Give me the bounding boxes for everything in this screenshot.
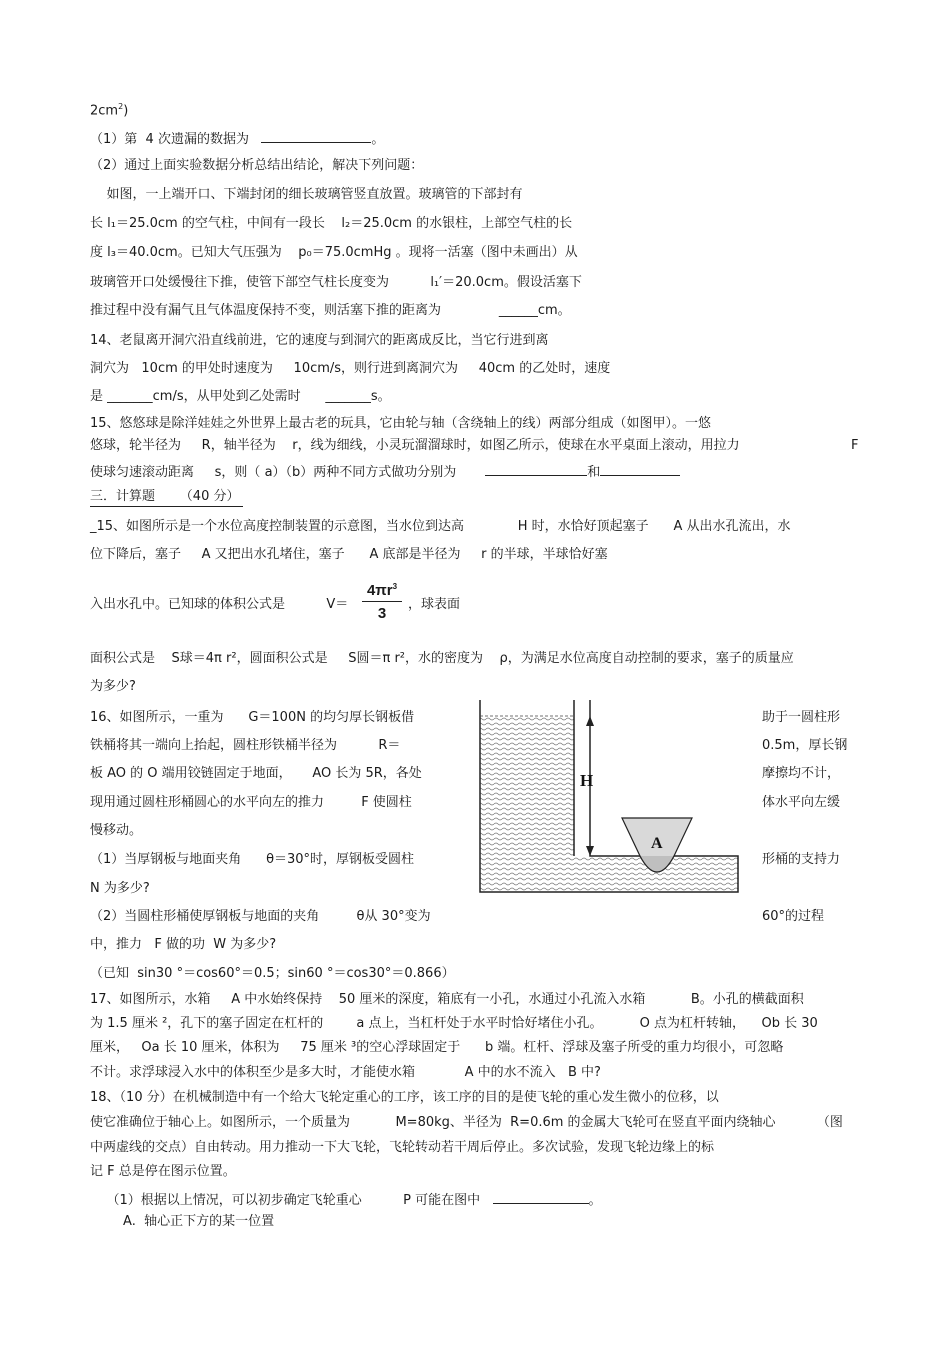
paragraph-line: 长 l₁＝25.0cm 的空气柱，中间有一段长 l₂＝25.0cm 的水银柱，上部空气柱的长 [90, 216, 573, 231]
paragraph-line: 为多少? [90, 679, 136, 694]
sub-question: （1）根据以上情况，可以初步确定飞轮重心 P 可能在图中 。 [90, 1189, 602, 1210]
paragraph-line: 现用通过圆柱形桶圆心的水平向左的推力 F 使圆柱 [90, 795, 412, 810]
volume-formula: $\frac{4\pi r^3}{3}$ [362, 582, 402, 622]
paragraph-line-end: 助于一圆柱形 [762, 710, 841, 725]
paragraph-line: 慢移动。 [90, 823, 143, 838]
question-16: 16、如图所示，一重为 G＝100N 的均匀厚长钢板借 [90, 710, 415, 725]
paragraph-line: ，球表面 [408, 597, 461, 612]
question-18: 18、（10 分）在机械制造中有一个给大飞轮定重心的工序，该工序的目的是使飞轮的重心发生微小的位移，以 [90, 1090, 719, 1105]
answer-blank[interactable] [261, 128, 371, 143]
paragraph-line: 记 F 总是停在图示位置。 [90, 1164, 236, 1179]
paragraph-line: 推过程中没有漏气且气体温度保持不变，则活塞下推的距离为 ______cm。 [90, 303, 571, 318]
paragraph-line: 面积公式是 S球＝4π r²，圆面积公式是 S圆＝π r²，水的密度为 ρ，为满足水位高度自动控制的要求，塞子的质量应 [90, 651, 794, 666]
paragraph-line: 悠球，轮半径为 R，轴半径为 r，线为细线，小灵玩溜溜球时，如图乙所示，使球在水平桌面上滚动，用拉力 [90, 438, 740, 453]
paragraph-line-end: 体水平向左缓 [762, 795, 841, 810]
paragraph-line: 铁桶将其一端向上抬起，圆柱形铁桶半径为 R＝ [90, 738, 401, 753]
question-15-calc: _15、如图所示是一个水位高度控制装置的示意图，当水位到达高 H 时，水恰好顶起塞子 A 从出水孔流出，水 [90, 519, 791, 534]
paragraph-line: 玻璃管开口处缓慢往下推，使管下部空气柱长度变为 l₁′＝20.0cm。假设活塞下 [90, 275, 582, 290]
water [480, 716, 738, 892]
paragraph-line: 洞穴为 10cm 的甲处时速度为 10cm/s，则行进到离洞穴为 40cm 的乙处时，速度 [90, 361, 611, 376]
section-heading: 三．计算题 （40 分） [90, 488, 243, 507]
paragraph-line: 使它准确位于轴心上。如图所示，一个质量为 M=80kg、半径为 R=0.6m 的金属大飞轮可在竖直平面内绕轴心 （图 [90, 1115, 843, 1130]
question-15: 15、悠悠球是除洋娃娃之外世界上最古老的玩具，它由轮与轴（含绕轴上的线）两部分组成（如图甲）。一悠 [90, 416, 712, 431]
height-label: H [580, 771, 594, 790]
arrow-head-up [586, 716, 594, 726]
paragraph-line: 厘米， Oa 长 10 厘米，体积为 75 厘米 ³的空心浮球固定于 b 端。杠杆、浮球及塞子所受的重力均很小，可忽略 [90, 1040, 784, 1055]
paragraph-line-end: F [851, 438, 859, 453]
trig-values: （已知 sin30 °＝cos60°＝0.5；sin60 °＝cos30°＝0.866） [90, 966, 455, 981]
q-missing-data: （1）第 4 次遗漏的数据为 。 [90, 128, 384, 149]
question-17: 17、如图所示，水箱 A 中水始终保持 50 厘米的深度，箱底有一小孔，水通过小孔流入水箱 B。小孔的横截面积 [90, 992, 804, 1007]
line-continuation: $2cm^2$) [90, 102, 129, 119]
paragraph-line: （1）当厚钢板与地面夹角 θ＝30°时，厚钢板受圆柱 [90, 852, 415, 867]
paragraph-line: 使球匀速滚动距离 s，则（ a）（b）两种不同方式做功分别为 和 [90, 461, 680, 482]
answer-blank[interactable] [485, 461, 587, 476]
arrow-head-down [586, 846, 594, 856]
paragraph-line: 入出水孔中。已知球的体积公式是 V＝ [90, 597, 349, 612]
answer-blank[interactable] [493, 1189, 589, 1204]
paragraph-line: N 为多少? [90, 881, 150, 896]
question-14: 14、老鼠离开洞穴沿直线前进，它的速度与到洞穴的距离成反比，当它行进到离 [90, 333, 549, 348]
stopper-label: A [651, 835, 663, 852]
paragraph-line: 板 AO 的 O 端用铰链固定于地面， AO 长为 5R，各处 [90, 766, 422, 781]
paragraph-line: 为 1.5 厘米 ²，孔下的塞子固定在杠杆的 a 点上，当杠杆处于水平时恰好堵住小孔。 O 点为杠杆转轴， Ob 长 30 [90, 1016, 818, 1031]
paragraph-line: 不计。求浮球浸入水中的体积至少是多大时，才能使水箱 A 中的水不流入 B 中? [90, 1065, 601, 1080]
paragraph-line-end: 摩擦均不计， [762, 766, 841, 781]
paragraph-line: 中，推力 F 做的功 W 为多少? [90, 937, 277, 952]
water-level-figure [470, 696, 750, 900]
paragraph-line: 是 _______cm/s，从甲处到乙处需时 _______s。 [90, 389, 391, 404]
paragraph-line: 度 l₃＝40.0cm。已知大气压强为 p₀＝75.0cmHg 。现将一活塞（图中未画出）从 [90, 245, 578, 260]
paragraph-line-end: 形桶的支持力 [762, 852, 841, 867]
paragraph-line: 中两虚线的交点）自由转动。用力推动一下大飞轮，飞轮转动若干周后停止。多次试验，发现飞轮边缘上的标 [90, 1140, 715, 1155]
option-a: A. 轴心正下方的某一位置 [90, 1214, 275, 1229]
answer-blank[interactable] [600, 461, 680, 476]
q-conclusion: （2）通过上面实验数据分析总结出结论，解决下列问题： [90, 158, 424, 173]
paragraph-line: 位下降后，塞子 A 又把出水孔堵住，塞子 A 底部是半径为 r 的半球，半球恰好塞 [90, 547, 608, 562]
paragraph-line: 如图，一上端开口、下端封闭的细长玻璃管竖直放置。玻璃管的下部封有 [90, 187, 523, 202]
paragraph-line-end: 60°的过程 [762, 909, 825, 924]
paragraph-line-end: 0.5m，厚长钢 [762, 738, 848, 753]
paragraph-line: （2）当圆柱形桶使厚钢板与地面的夹角 θ从 30°变为 [90, 909, 431, 924]
